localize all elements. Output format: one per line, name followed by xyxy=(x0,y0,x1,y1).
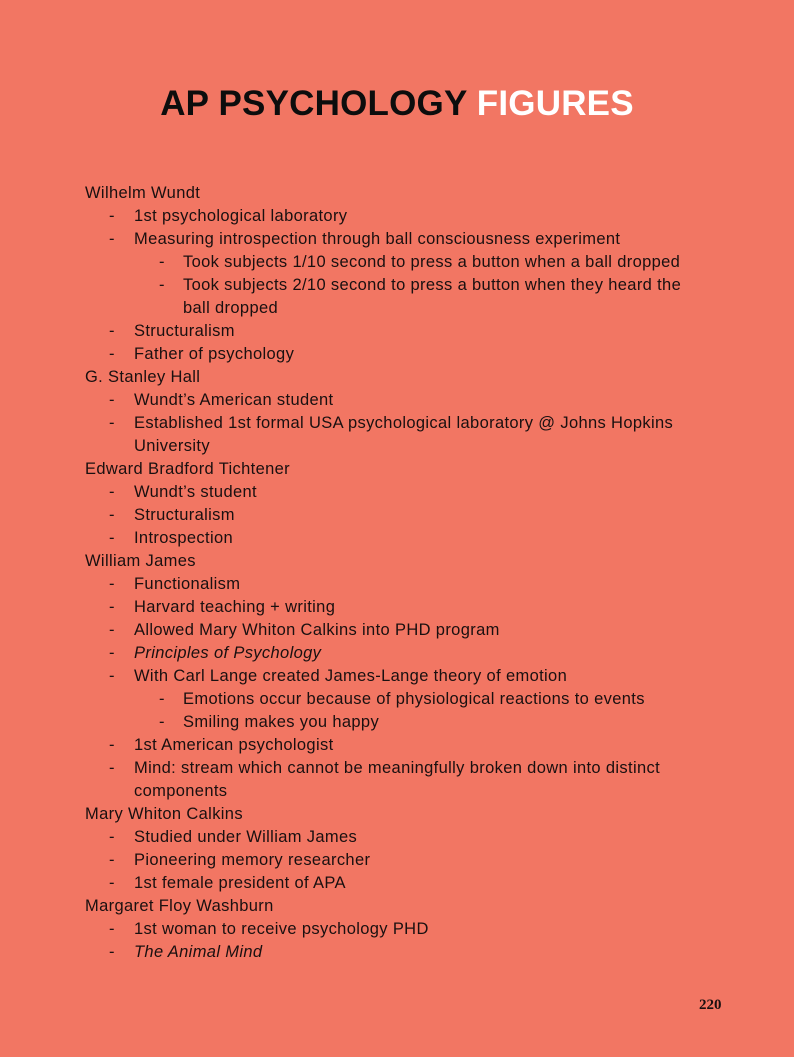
line-text: Wundt’s student xyxy=(134,483,257,501)
list-item xyxy=(85,734,725,757)
line-text: Father of psychology xyxy=(134,345,295,363)
line-text: G. Stanley Hall xyxy=(85,368,201,386)
bullet-dash: - xyxy=(159,276,165,294)
bullet-dash: - xyxy=(109,621,115,639)
bullet-dash: - xyxy=(109,828,115,846)
bullet-dash: - xyxy=(109,345,115,363)
line-text: Structuralism xyxy=(134,322,235,340)
line-text: 1st psychological laboratory xyxy=(134,207,348,225)
bullet-dash: - xyxy=(109,391,115,409)
figure-name xyxy=(85,182,725,205)
bullet-dash: - xyxy=(109,414,115,432)
line-text: The Animal Mind xyxy=(134,943,263,961)
list-item xyxy=(85,596,725,619)
list-item xyxy=(85,872,725,895)
bullet-dash: - xyxy=(109,851,115,869)
list-item xyxy=(85,665,725,688)
sub-list-item xyxy=(85,251,725,274)
bullet-dash: - xyxy=(109,644,115,662)
bullet-dash: - xyxy=(109,529,115,547)
list-item xyxy=(85,642,725,665)
line-text: Functionalism xyxy=(134,575,241,593)
line-text: Emotions occur because of physiological reactions to events xyxy=(183,690,645,708)
line-text: Edward Bradford Tichtener xyxy=(85,460,291,478)
list-item xyxy=(85,343,725,366)
line-text: Wilhelm Wundt xyxy=(85,184,201,202)
page-number: 220 xyxy=(699,997,722,1013)
list-item xyxy=(85,826,725,849)
line-text: Allowed Mary Whiton Calkins into PHD program xyxy=(134,621,500,639)
line-text: Principles of Psychology xyxy=(134,644,322,662)
line-text: Harvard teaching + writing xyxy=(134,598,336,616)
bullet-dash: - xyxy=(109,943,115,961)
line-text: Wundt’s American student xyxy=(134,391,334,409)
list-item xyxy=(85,918,725,941)
line-text: Margaret Floy Washburn xyxy=(85,897,274,915)
title-part-black: AP PSYCHOLOGY xyxy=(160,84,477,123)
line-text: Took subjects 2/10 second to press a button when they heard the ball dropped xyxy=(183,276,682,317)
line-text: With Carl Lange created James-Lange theory of emotion xyxy=(134,667,568,685)
figure-name xyxy=(85,895,725,918)
list-item xyxy=(85,504,725,527)
line-text: Mary Whiton Calkins xyxy=(85,805,243,823)
list-item xyxy=(85,573,725,596)
line-text: Mind: stream which cannot be meaningfully broken down into distinct components xyxy=(134,759,661,800)
list-item xyxy=(85,619,725,642)
figure-name xyxy=(85,550,725,573)
line-text: Smiling makes you happy xyxy=(183,713,380,731)
bullet-dash: - xyxy=(109,874,115,892)
list-item xyxy=(85,205,725,228)
line-text: Took subjects 1/10 second to press a button when a ball dropped xyxy=(183,253,681,271)
bullet-dash: - xyxy=(109,736,115,754)
line-text: Pioneering memory researcher xyxy=(134,851,371,869)
line-text: Established 1st formal USA psychological laboratory @ Johns Hopkins University xyxy=(134,414,674,455)
line-text: 1st woman to receive psychology PHD xyxy=(134,920,429,938)
bullet-dash: - xyxy=(109,575,115,593)
bullet-dash: - xyxy=(159,690,165,708)
line-text: 1st female president of APA xyxy=(134,874,346,892)
list-item xyxy=(85,389,725,412)
page-title xyxy=(0,84,794,124)
figures-outline xyxy=(85,182,725,964)
list-item xyxy=(85,849,725,872)
bullet-dash: - xyxy=(109,483,115,501)
line-text: Introspection xyxy=(134,529,234,547)
figure-name xyxy=(85,366,725,389)
list-item xyxy=(85,757,725,803)
bullet-dash: - xyxy=(159,253,165,271)
list-item xyxy=(85,941,725,964)
line-text: Measuring introspection through ball consciousness experiment xyxy=(134,230,621,248)
sub-list-item xyxy=(85,274,725,320)
line-text: William James xyxy=(85,552,196,570)
list-item xyxy=(85,320,725,343)
sub-list-item xyxy=(85,711,725,734)
bullet-dash: - xyxy=(109,759,115,777)
figure-name xyxy=(85,458,725,481)
list-item xyxy=(85,228,725,251)
figure-name xyxy=(85,803,725,826)
sub-list-item xyxy=(85,688,725,711)
list-item xyxy=(85,412,725,458)
bullet-dash: - xyxy=(109,230,115,248)
bullet-dash: - xyxy=(109,598,115,616)
list-item xyxy=(85,481,725,504)
line-text: Studied under William James xyxy=(134,828,358,846)
title-part-white: FIGURES xyxy=(476,84,634,123)
line-text: 1st American psychologist xyxy=(134,736,334,754)
bullet-dash: - xyxy=(109,322,115,340)
bullet-dash: - xyxy=(109,667,115,685)
bullet-dash: - xyxy=(159,713,165,731)
bullet-dash: - xyxy=(109,920,115,938)
line-text: Structuralism xyxy=(134,506,235,524)
list-item xyxy=(85,527,725,550)
bullet-dash: - xyxy=(109,207,115,225)
bullet-dash: - xyxy=(109,506,115,524)
